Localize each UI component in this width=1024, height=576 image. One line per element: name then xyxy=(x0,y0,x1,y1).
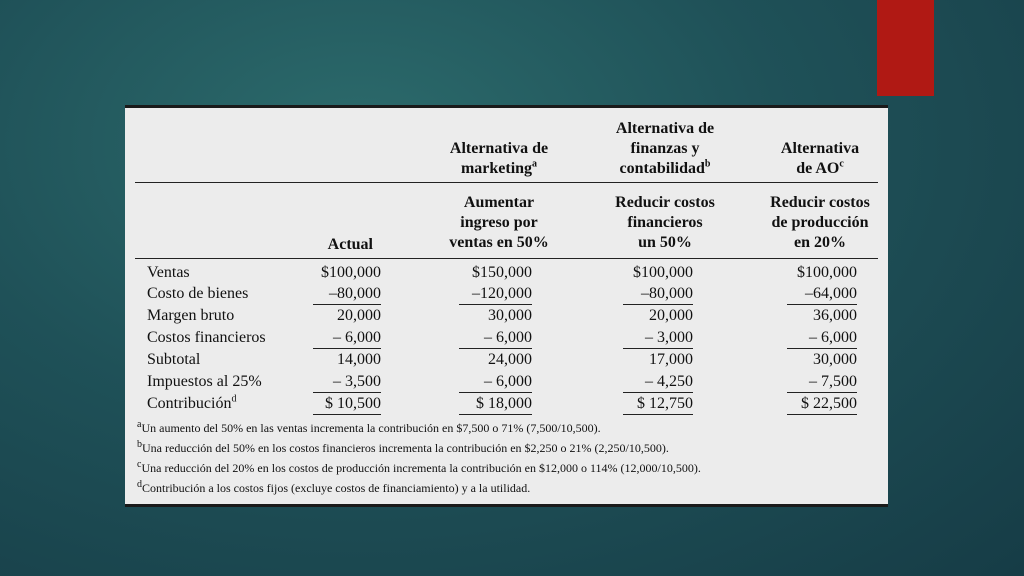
cell-actual: 14,000 xyxy=(337,351,381,368)
footnote: $^b$Una reducción del 50% en los costos financieros incrementa la contribución en $2,250 o 21% (2,250/10,500). xyxy=(137,439,669,455)
financial-alternatives-table xyxy=(125,105,888,507)
cell-finanzas: –80,000 xyxy=(623,284,693,305)
accent-bar xyxy=(877,0,934,96)
row-label: Subtotal xyxy=(147,351,201,368)
cell-marketing: $ 18,000 xyxy=(459,394,532,415)
col-header-actual: Actual xyxy=(327,236,373,253)
cell-marketing: 30,000 xyxy=(488,307,532,324)
row-label: Margen bruto xyxy=(147,307,235,324)
col-header-marketing: Aumentar ingreso por ventas en 50% xyxy=(449,194,549,251)
row-label: Contribución$^d$ xyxy=(147,393,237,412)
cell-ao: 36,000 xyxy=(813,307,857,324)
cell-ao: – 6,000 xyxy=(787,328,857,349)
row-label: Ventas xyxy=(147,264,190,281)
cell-marketing: – 6,000 xyxy=(459,372,532,393)
cell-actual: – 3,500 xyxy=(313,372,381,393)
cell-actual: $100,000 xyxy=(321,264,381,281)
cell-finanzas: – 4,250 xyxy=(623,372,693,393)
footnote: $^a$Un aumento del 50% en las ventas incrementa la contribución en $7,500 o 71% (7,500/10,500). xyxy=(137,419,601,435)
cell-actual: –80,000 xyxy=(313,284,381,305)
cell-actual: 20,000 xyxy=(337,307,381,324)
col-header-finanzas: Reducir costos financieros un 50% xyxy=(615,194,715,251)
row-label: Costo de bienes xyxy=(147,285,249,302)
footnote: $^d$Contribución a los costos fijos (excluye costos de financiamiento) y a la utilidad. xyxy=(137,479,531,495)
cell-ao: 30,000 xyxy=(813,351,857,368)
cell-finanzas: $100,000 xyxy=(633,264,693,281)
cell-actual: $ 10,500 xyxy=(313,394,381,415)
row-label: Costos financieros xyxy=(147,329,266,346)
cell-finanzas: $ 12,750 xyxy=(623,394,693,415)
cell-ao: –64,000 xyxy=(787,284,857,305)
cell-actual: – 6,000 xyxy=(313,328,381,349)
cell-finanzas: 17,000 xyxy=(649,351,693,368)
footnote: $^c$Una reducción del 20% en los costos de producción incrementa la contribución en $12,000 o 114% (12,000/10,500). xyxy=(137,459,701,475)
cell-ao: $100,000 xyxy=(797,264,857,281)
header-rule-top xyxy=(135,182,878,183)
cell-marketing: –120,000 xyxy=(459,284,532,305)
cell-ao: $ 22,500 xyxy=(787,394,857,415)
header-group-ao: Alternativa de $AO^c$ xyxy=(780,140,860,177)
col-header-ao: Reducir costos de producción en 20% xyxy=(770,194,870,251)
cell-ao: – 7,500 xyxy=(787,372,857,393)
cell-marketing: 24,000 xyxy=(488,351,532,368)
header-group-marketing: Alternativa de marketing$^a$ xyxy=(449,140,549,177)
cell-finanzas: – 3,000 xyxy=(623,328,693,349)
cell-marketing: $150,000 xyxy=(472,264,532,281)
header-rule-bottom xyxy=(135,258,878,259)
cell-finanzas: 20,000 xyxy=(649,307,693,324)
header-group-finanzas: Alternativa de finanzas y contabilidad$^b$ xyxy=(615,120,715,177)
row-label: Impuestos al 25% xyxy=(147,373,262,390)
cell-marketing: – 6,000 xyxy=(459,328,532,349)
